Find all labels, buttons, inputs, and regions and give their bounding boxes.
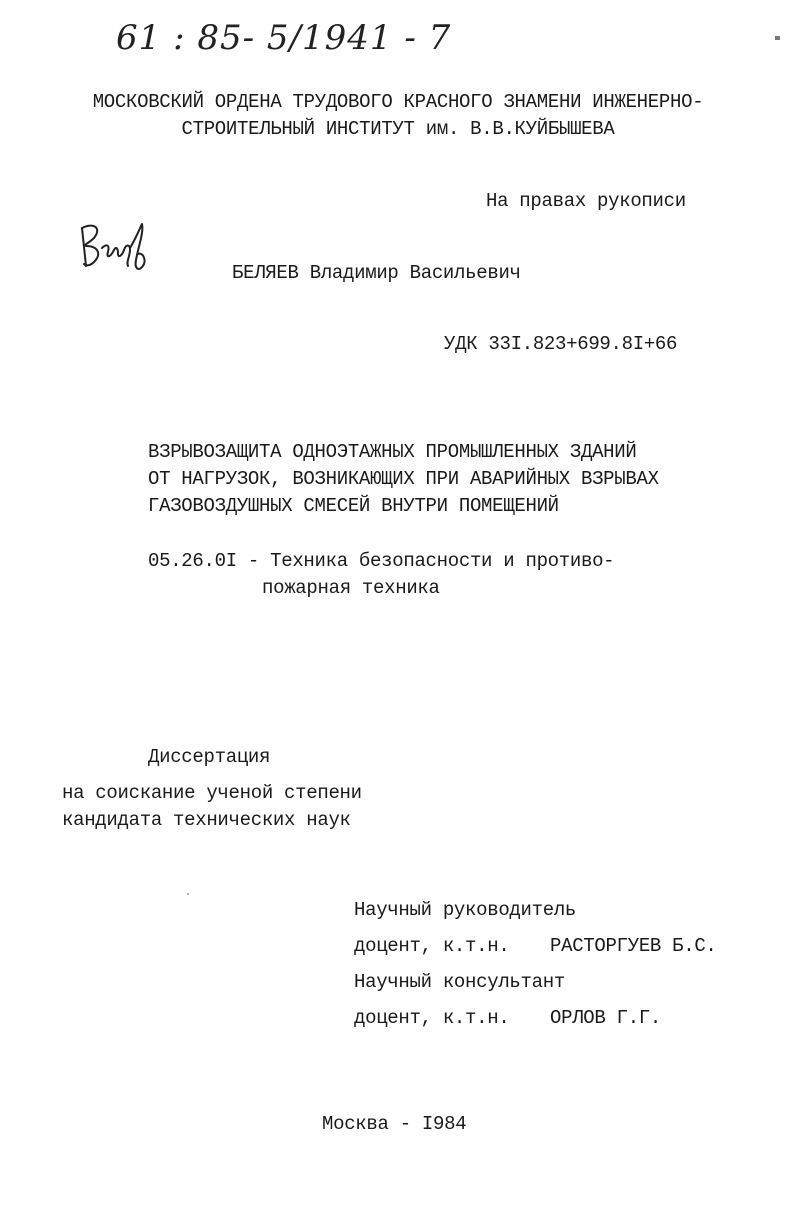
consultant-title: доцент, к.т.н. [354,1007,510,1029]
supervisor-title: доцент, к.т.н. [354,935,510,957]
city-year-footer: Москва - I984 [322,1113,467,1135]
institute-line-2: СТРОИТЕЛЬНЫЙ ИНСТИТУТ им. В.В.КУЙБЫШЕВА [181,118,615,140]
rights-reserved-note: На правах рукописи [486,190,686,212]
handwritten-catalog-number: 61 : 85- 5/1941 - 7 [116,18,452,58]
udc-code: УДК 33I.823+699.8I+66 [444,333,678,355]
consultant-label: Научный консультант [354,971,565,993]
dissertation-heading: Диссертация [148,746,271,768]
speck [187,893,189,895]
supervisor-label: Научный руководитель [354,899,577,921]
consultant-name: ОРЛОВ Г.Г. [550,1007,662,1029]
specialty-line-2: пожарная техника [262,577,440,599]
dissertation-degree-line-1: на соискание ученой степени [62,782,362,804]
author-name: БЕЛЯЕВ Владимир Васильевич [232,262,521,284]
specialty-line-1: 05.26.0I - Техника безопасности и противо- [148,550,615,572]
supervisor-name: РАСТОРГУЕВ Б.С. [550,935,717,957]
title-line-3: ГАЗОВОЗДУШНЫХ СМЕСЕЙ ВНУТРИ ПОМЕЩЕНИЙ [148,495,559,517]
signature-scribble [72,218,156,276]
title-line-1: ВЗРЫВОЗАЩИТА ОДНОЭТАЖНЫХ ПРОМЫШЛЕННЫХ ЗДАНИЙ [148,441,637,463]
corner-mark [775,36,780,40]
title-line-2: ОТ НАГРУЗОК, ВОЗНИКАЮЩИХ ПРИ АВАРИЙНЫХ ВЗРЫВАХ [148,468,659,490]
dissertation-degree-line-2: кандидата технических наук [62,809,351,831]
institute-line-1: МОСКОВСКИЙ ОРДЕНА ТРУДОВОГО КРАСНОГО ЗНАМЕНИ ИНЖЕНЕРНО- [92,91,704,113]
